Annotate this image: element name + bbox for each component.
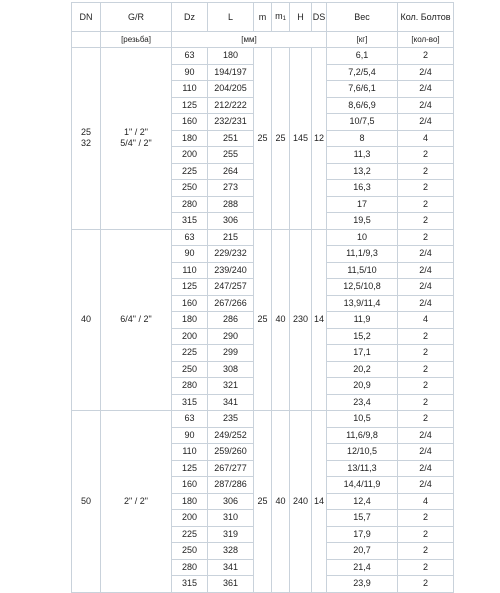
cell-l: 267/277: [208, 460, 254, 477]
cell-l: 239/240: [208, 262, 254, 279]
cell-dz: 90: [172, 64, 208, 81]
cell-m: 25: [254, 48, 272, 230]
cell-l: 273: [208, 180, 254, 197]
cell-l: 308: [208, 361, 254, 378]
header-ds: DS: [312, 3, 327, 32]
table-body: [72, 3, 454, 593]
cell-m1: 25: [272, 48, 290, 230]
cell-bolts: 2: [398, 345, 454, 362]
cell-l: 341: [208, 559, 254, 576]
cell-weight: 10/7,5: [327, 114, 398, 131]
cell-weight: 11,9: [327, 312, 398, 329]
cell-bolts: 2: [398, 48, 454, 65]
cell-l: 235: [208, 411, 254, 428]
cell-l: 264: [208, 163, 254, 180]
cell-weight: 11,5/10: [327, 262, 398, 279]
cell-m1: 40: [272, 411, 290, 593]
cell-dz: 315: [172, 213, 208, 230]
cell-dz: 280: [172, 559, 208, 576]
cell-weight: 12,4: [327, 493, 398, 510]
cell-gr: 2" / 2": [101, 411, 172, 593]
cell-weight: 11,3: [327, 147, 398, 164]
cell-m: 25: [254, 229, 272, 411]
cell-bolts: 2: [398, 328, 454, 345]
cell-l: 249/252: [208, 427, 254, 444]
cell-bolts: 2: [398, 510, 454, 527]
cell-dz: 125: [172, 279, 208, 296]
cell-weight: 15,2: [327, 328, 398, 345]
cell-bolts: 2/4: [398, 246, 454, 263]
cell-weight: 23,9: [327, 576, 398, 593]
cell-bolts: 2/4: [398, 427, 454, 444]
cell-bolts: 2: [398, 543, 454, 560]
header-bolts: Кол. Болтов: [398, 3, 454, 32]
cell-weight: 8: [327, 130, 398, 147]
cell-l: 328: [208, 543, 254, 560]
units-dn: [72, 32, 101, 48]
cell-dz: 63: [172, 48, 208, 65]
cell-gr: 6/4" / 2": [101, 229, 172, 411]
table-row: [72, 411, 454, 428]
cell-dz: 63: [172, 411, 208, 428]
cell-dn: 40: [72, 229, 101, 411]
table-row: [72, 48, 454, 65]
cell-dn: 50: [72, 411, 101, 593]
cell-weight: 17,1: [327, 345, 398, 362]
cell-l: 290: [208, 328, 254, 345]
cell-dz: 125: [172, 97, 208, 114]
cell-bolts: 4: [398, 312, 454, 329]
cell-bolts: 2: [398, 163, 454, 180]
cell-bolts: 2/4: [398, 262, 454, 279]
cell-l: 267/266: [208, 295, 254, 312]
cell-l: 204/205: [208, 81, 254, 98]
cell-dz: 225: [172, 526, 208, 543]
cell-bolts: 2/4: [398, 295, 454, 312]
cell-l: 255: [208, 147, 254, 164]
cell-weight: 11,1/9,3: [327, 246, 398, 263]
cell-bolts: 2/4: [398, 477, 454, 494]
header-l: L: [208, 3, 254, 32]
cell-bolts: 2: [398, 213, 454, 230]
header-dn-text: DN: [79, 11, 93, 22]
header-m1: [272, 3, 290, 32]
cell-gr: 1" / 2" 5/4" / 2": [101, 48, 172, 230]
cell-weight: 16,3: [327, 180, 398, 197]
header-h: H: [290, 3, 312, 32]
cell-bolts: 4: [398, 493, 454, 510]
cell-bolts: 2/4: [398, 279, 454, 296]
cell-dz: 315: [172, 394, 208, 411]
cell-dz: 160: [172, 295, 208, 312]
cell-weight: 7,6/6,1: [327, 81, 398, 98]
cell-dz: 90: [172, 427, 208, 444]
cell-m1: 40: [272, 229, 290, 411]
cell-dz: 180: [172, 493, 208, 510]
cell-dz: 63: [172, 229, 208, 246]
cell-l: 361: [208, 576, 254, 593]
cell-l: 299: [208, 345, 254, 362]
cell-l: 229/232: [208, 246, 254, 263]
cell-dz: 250: [172, 361, 208, 378]
cell-l: 212/222: [208, 97, 254, 114]
cell-dz: 200: [172, 328, 208, 345]
cell-weight: 14,4/11,9: [327, 477, 398, 494]
cell-dz: 110: [172, 444, 208, 461]
cell-weight: 20,9: [327, 378, 398, 395]
cell-bolts: 2: [398, 147, 454, 164]
cell-l: 259/260: [208, 444, 254, 461]
cell-weight: 20,7: [327, 543, 398, 560]
cell-dz: 90: [172, 246, 208, 263]
cell-ds: 12: [312, 48, 327, 230]
cell-weight: 23,4: [327, 394, 398, 411]
cell-bolts: 2/4: [398, 114, 454, 131]
cell-ds: 14: [312, 229, 327, 411]
cell-dz: 250: [172, 543, 208, 560]
cell-dn: 25 32: [72, 48, 101, 230]
header-m1-sub: 1: [282, 16, 286, 22]
cell-weight: 17: [327, 196, 398, 213]
flange-spec-table: [71, 2, 454, 593]
cell-l: 319: [208, 526, 254, 543]
cell-weight: 13/11,3: [327, 460, 398, 477]
units-thread: [резьба]: [101, 32, 172, 48]
cell-dz: 225: [172, 163, 208, 180]
cell-bolts: 4: [398, 130, 454, 147]
cell-dz: 160: [172, 477, 208, 494]
cell-weight: 8,6/6,9: [327, 97, 398, 114]
cell-l: 321: [208, 378, 254, 395]
cell-dz: 280: [172, 196, 208, 213]
cell-bolts: 2: [398, 526, 454, 543]
header-dn: [72, 3, 101, 32]
header-dz: Dz: [172, 3, 208, 32]
cell-dz: 225: [172, 345, 208, 362]
cell-l: 310: [208, 510, 254, 527]
cell-dz: 110: [172, 262, 208, 279]
cell-dz: 280: [172, 378, 208, 395]
cell-h: 145: [290, 48, 312, 230]
cell-bolts: 2: [398, 378, 454, 395]
header-row: [72, 3, 454, 32]
table-row: [72, 229, 454, 246]
cell-weight: 20,2: [327, 361, 398, 378]
header-m: m: [254, 3, 272, 32]
cell-dz: 125: [172, 460, 208, 477]
cell-bolts: 2: [398, 196, 454, 213]
cell-weight: 19,5: [327, 213, 398, 230]
cell-weight: 13,2: [327, 163, 398, 180]
cell-weight: 17,9: [327, 526, 398, 543]
cell-dz: 200: [172, 510, 208, 527]
cell-bolts: 2/4: [398, 81, 454, 98]
cell-weight: 7,2/5,4: [327, 64, 398, 81]
cell-l: 306: [208, 493, 254, 510]
cell-dz: 250: [172, 180, 208, 197]
cell-l: 251: [208, 130, 254, 147]
units-mm: [мм]: [172, 32, 327, 48]
cell-weight: 6,1: [327, 48, 398, 65]
cell-m: 25: [254, 411, 272, 593]
cell-l: 247/257: [208, 279, 254, 296]
cell-l: 180: [208, 48, 254, 65]
cell-weight: 21,4: [327, 559, 398, 576]
cell-bolts: 2: [398, 361, 454, 378]
cell-weight: 12/10,5: [327, 444, 398, 461]
cell-dz: 160: [172, 114, 208, 131]
cell-l: 286: [208, 312, 254, 329]
units-kg: [кг]: [327, 32, 398, 48]
cell-h: 230: [290, 229, 312, 411]
cell-l: 215: [208, 229, 254, 246]
cell-bolts: 2: [398, 229, 454, 246]
cell-weight: 13,9/11,4: [327, 295, 398, 312]
cell-ds: 14: [312, 411, 327, 593]
cell-l: 288: [208, 196, 254, 213]
header-m1-text: m: [275, 11, 283, 21]
cell-bolts: 2/4: [398, 460, 454, 477]
cell-bolts: 2/4: [398, 64, 454, 81]
cell-l: 341: [208, 394, 254, 411]
cell-weight: 15,7: [327, 510, 398, 527]
cell-l: 232/231: [208, 114, 254, 131]
header-gr: G/R: [101, 3, 172, 32]
cell-bolts: 2: [398, 411, 454, 428]
cell-bolts: 2: [398, 394, 454, 411]
cell-weight: 10: [327, 229, 398, 246]
cell-bolts: 2/4: [398, 444, 454, 461]
cell-bolts: 2: [398, 180, 454, 197]
cell-dz: 180: [172, 312, 208, 329]
cell-h: 240: [290, 411, 312, 593]
cell-bolts: 2/4: [398, 97, 454, 114]
cell-weight: 12,5/10,8: [327, 279, 398, 296]
cell-l: 287/286: [208, 477, 254, 494]
cell-dz: 315: [172, 576, 208, 593]
header-weight: Вес: [327, 3, 398, 32]
cell-weight: 11,6/9,8: [327, 427, 398, 444]
units-count: [кол-во]: [398, 32, 454, 48]
cell-dz: 110: [172, 81, 208, 98]
cell-l: 194/197: [208, 64, 254, 81]
cell-weight: 10,5: [327, 411, 398, 428]
cell-bolts: 2: [398, 559, 454, 576]
units-row: [72, 32, 454, 48]
cell-dz: 200: [172, 147, 208, 164]
cell-dz: 180: [172, 130, 208, 147]
cell-l: 306: [208, 213, 254, 230]
cell-bolts: 2: [398, 576, 454, 593]
